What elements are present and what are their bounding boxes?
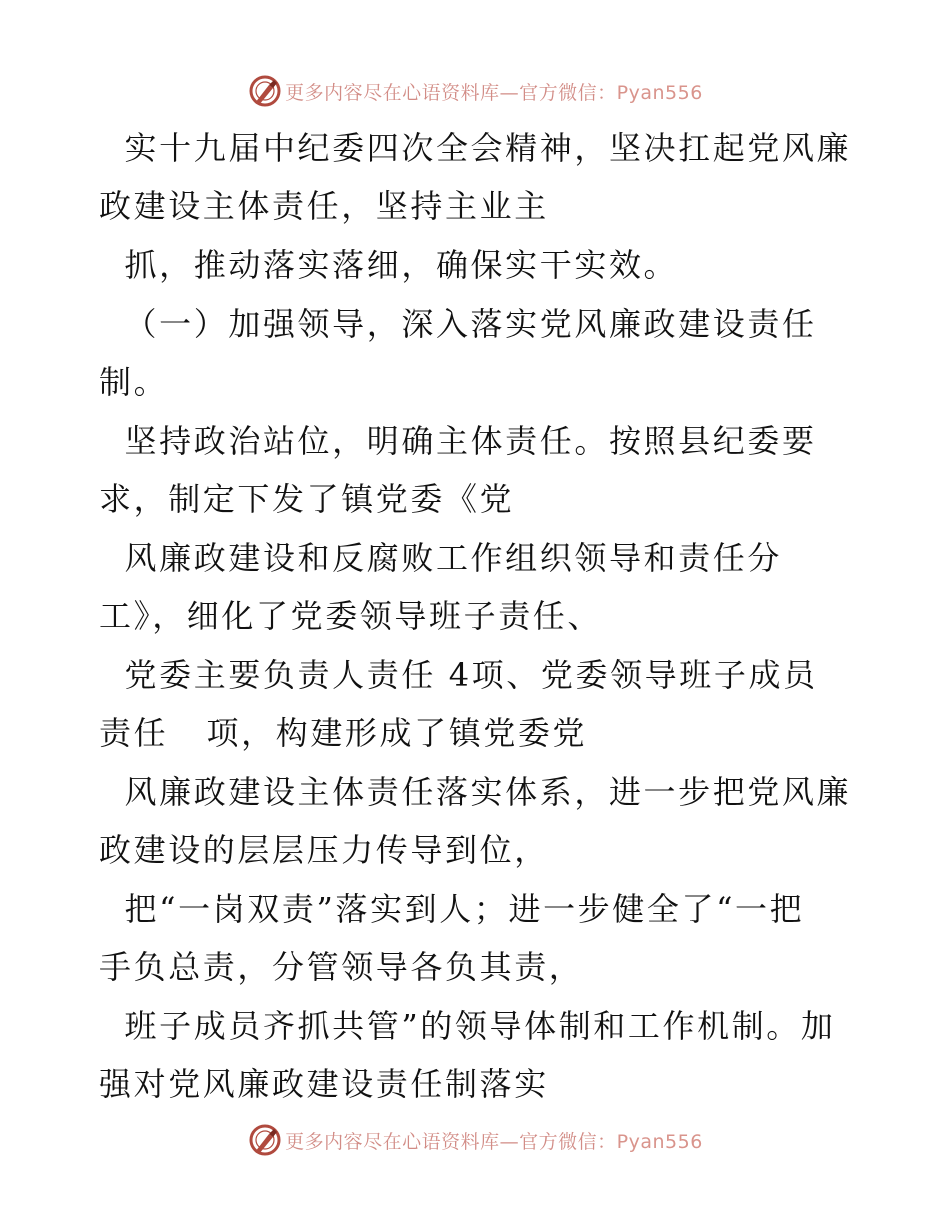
body-line: 党委主要负责人责任 4项、党委领导班子成员 <box>99 656 818 694</box>
body-line: 实十九届中纪委四次全会精神，坚决扛起党风廉 <box>99 129 852 167</box>
body-line: 把“一岗双责”落实到人；进一步健全了“一把 <box>99 890 805 928</box>
body-line: 政建设主体责任，坚持主业主 <box>99 187 549 225</box>
pen-circle-logo-icon <box>247 1122 283 1158</box>
body-line: 强对党风廉政建设责任制落实 <box>99 1065 549 1103</box>
banner-text: 更多内容尽在心语资料库—官方微信： <box>285 1130 617 1153</box>
banner-text: 更多内容尽在心语资料库—官方微信： <box>285 81 617 104</box>
body-line: 风廉政建设和反腐败工作组织领导和责任分 <box>99 539 782 577</box>
body-line: （一）加强领导，深入落实党风廉政建设责任 <box>99 305 817 343</box>
body-line: 责任 项，构建形成了镇党委党 <box>99 714 588 752</box>
body-line: 政建设的层层压力传导到位， <box>99 831 549 869</box>
body-line: 工》，细化了党委领导班子责任、 <box>99 597 603 635</box>
body-line: 抓，推动落实落细，确保实干实效。 <box>99 246 679 284</box>
body-line: 坚持政治站位，明确主体责任。按照县纪委要 <box>99 422 817 460</box>
body-line: 手负总责，分管领导各负其责， <box>99 948 584 986</box>
footer-watermark-banner <box>0 1120 950 1160</box>
body-line: 求，制定下发了镇党委《党 <box>99 480 515 518</box>
banner-contact: Pyan556 <box>616 1130 703 1153</box>
banner-contact: Pyan556 <box>616 81 703 104</box>
body-line: 班子成员齐抓共管”的领导体制和工作机制。加 <box>99 1007 836 1045</box>
body-line: 制。 <box>99 363 169 401</box>
body-line: 风廉政建设主体责任落实体系，进一步把党风廉 <box>99 773 852 811</box>
